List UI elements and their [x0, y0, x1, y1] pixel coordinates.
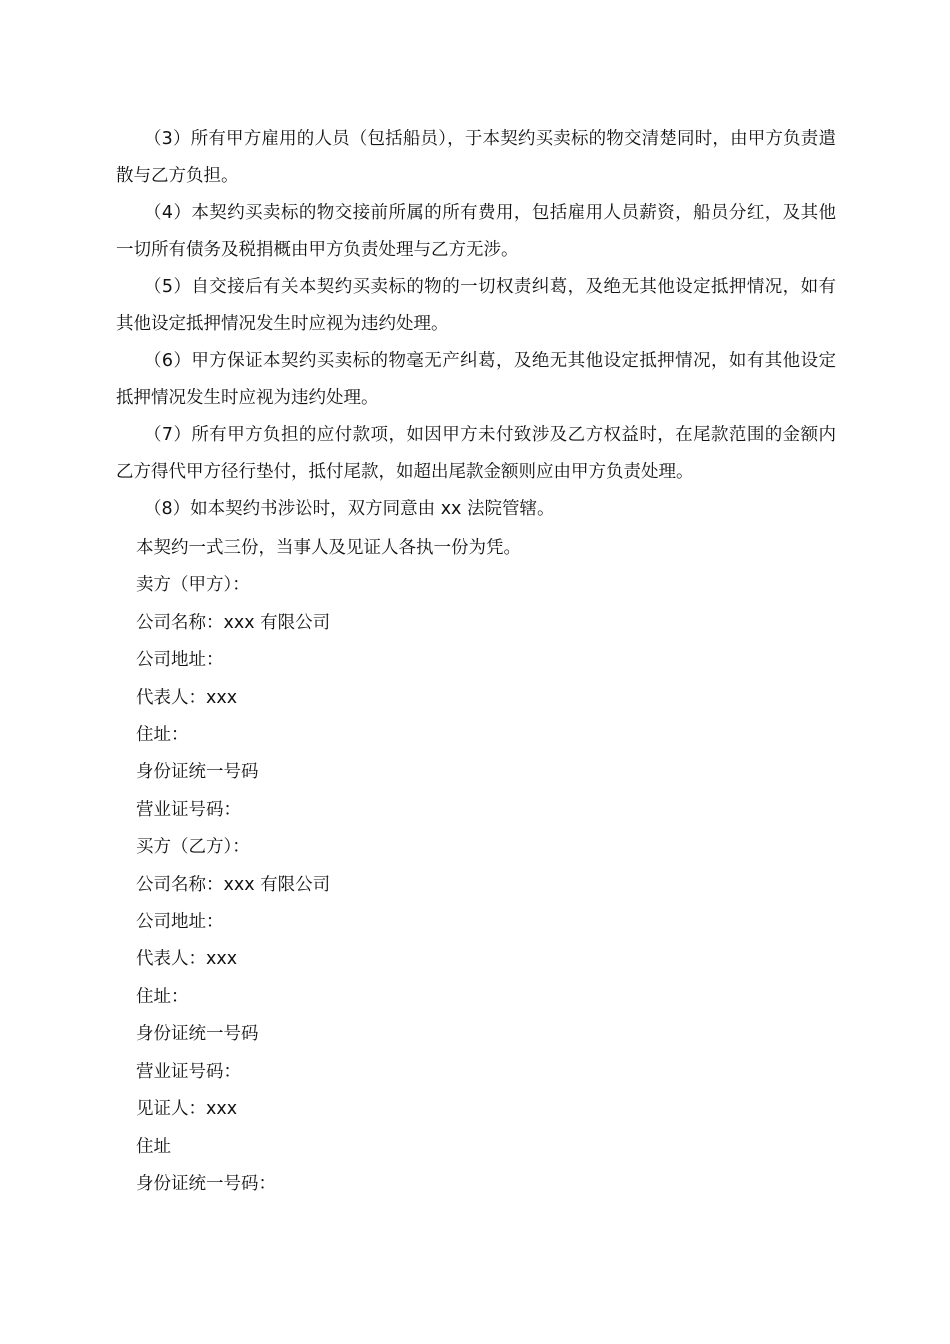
signature-section [136, 530, 836, 1203]
buyer-company-address: 公司地址： [136, 912, 224, 933]
seller-heading: 卖方（甲方）： [136, 575, 250, 596]
buyer-id-number: 身份证统一号码 [136, 1024, 259, 1045]
contract-clauses [116, 121, 836, 528]
clause-3: （3）所有甲方雇用的人员（包括船员），于本契约买卖标的物交清楚同时，由甲方负责遣散与乙方负担。 [116, 129, 836, 186]
seller-representative: 代表人：xxx [136, 687, 238, 708]
buyer-heading: 买方（乙方）： [136, 837, 250, 858]
seller-id-number: 身份证统一号码 [136, 762, 259, 783]
clause-8: （8）如本契约书涉讼时，双方同意由 xx 法院管辖。 [144, 499, 555, 519]
buyer-representative: 代表人：xxx [136, 949, 238, 970]
buyer-business-license: 营业证号码： [136, 1061, 241, 1082]
buyer-company-name: 公司名称：xxx 有限公司 [136, 874, 331, 895]
clause-5: （5）自交接后有关本契约买卖标的物的一切权责纠葛，及绝无其他设定抵押情况，如有其他设定抵押情况发生时应视为违约处理。 [116, 277, 836, 334]
seller-residence: 住址： [136, 725, 189, 746]
seller-company-address: 公司地址： [136, 650, 224, 671]
witness-residence: 住址 [136, 1136, 171, 1157]
clause-4: （4）本契约买卖标的物交接前所属的所有费用，包括雇用人员薪资，船员分红，及其他一切所有债务及税捐概由甲方负责处理与乙方无涉。 [116, 203, 836, 260]
clause-6: （6）甲方保证本契约买卖标的物毫无产纠葛，及绝无其他设定抵押情况，如有其他设定抵押情况发生时应视为违约处理。 [116, 351, 836, 408]
witness-id-number: 身份证统一号码： [136, 1173, 276, 1194]
witness: 见证人：xxx [136, 1099, 238, 1120]
copies-statement: 本契约一式三份，当事人及见证人各执一份为凭。 [136, 538, 521, 558]
clause-7: （7）所有甲方负担的应付款项，如因甲方未付致涉及乙方权益时，在尾款范围的金额内乙方得代甲方径行垫付，抵付尾款，如超出尾款金额则应由甲方负责处理。 [116, 425, 836, 482]
seller-company-name: 公司名称：xxx 有限公司 [136, 612, 331, 633]
buyer-residence: 住址： [136, 986, 189, 1007]
seller-business-license: 营业证号码： [136, 799, 241, 820]
